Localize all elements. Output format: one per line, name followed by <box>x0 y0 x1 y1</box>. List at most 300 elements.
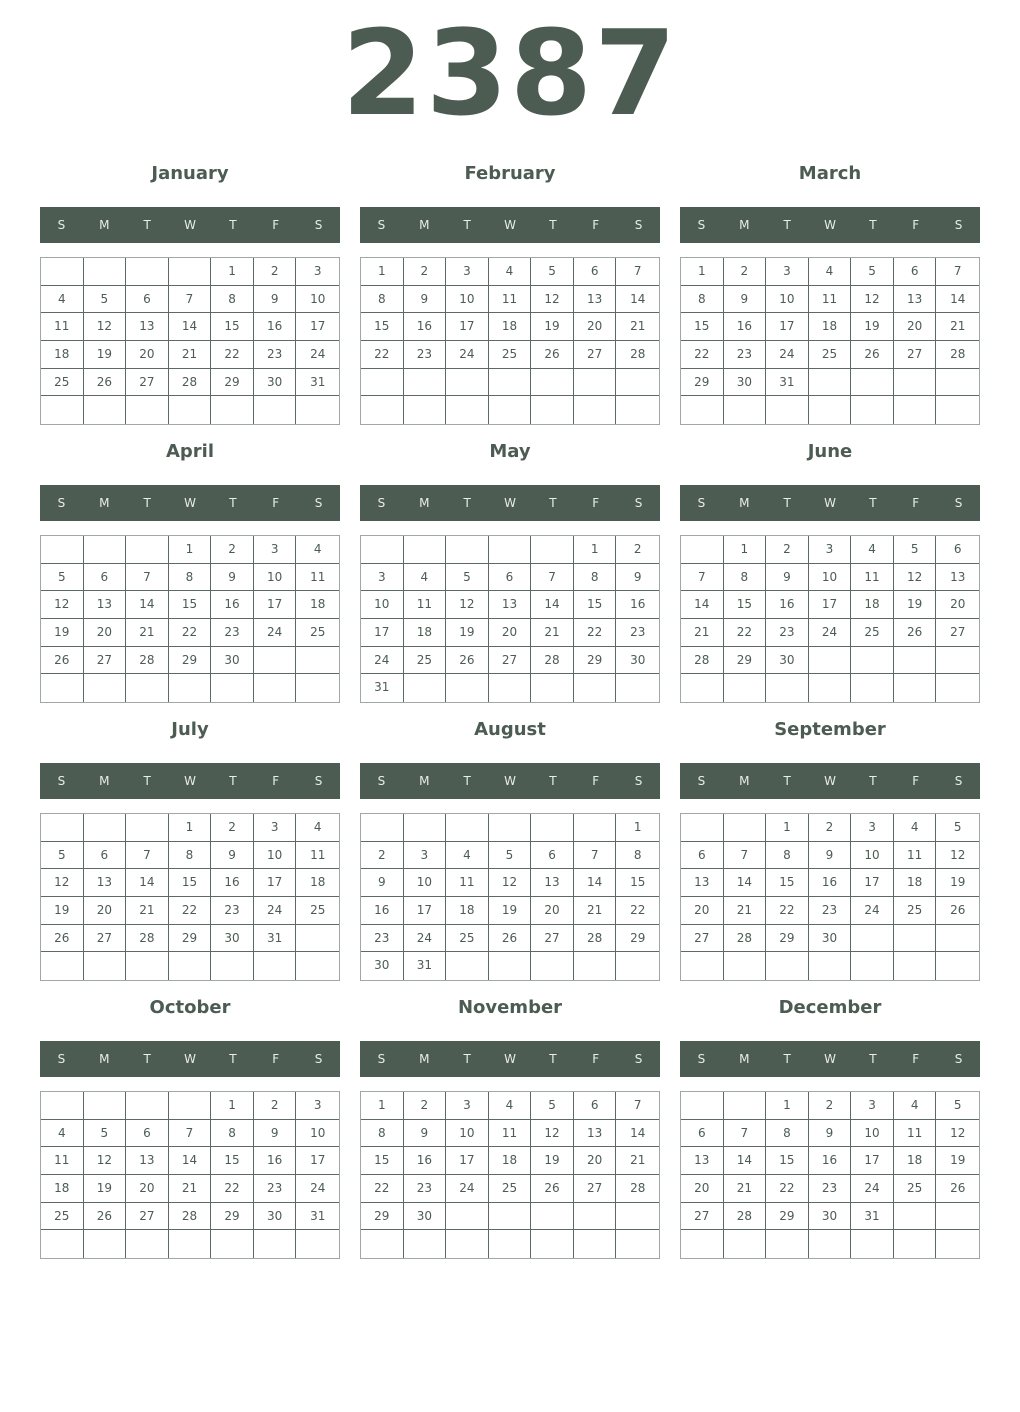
weekday-label: S <box>57 774 66 788</box>
month-name: January <box>151 163 229 184</box>
day-cell: 17 <box>446 1147 489 1175</box>
day-cell: 22 <box>766 897 809 925</box>
day-cell: 5 <box>84 286 127 314</box>
day-cell: 7 <box>936 258 979 286</box>
day-grid <box>40 1091 340 1259</box>
day-cell: 11 <box>851 564 894 592</box>
day-cell: 19 <box>446 619 489 647</box>
month-name: December <box>778 997 882 1018</box>
weekday-label: F <box>592 1052 600 1066</box>
day-cell: 14 <box>126 591 169 619</box>
day-cell <box>489 396 532 424</box>
day-cell: 30 <box>616 647 659 675</box>
day-cell <box>361 814 404 842</box>
day-cell <box>936 1230 979 1258</box>
day-cell: 28 <box>126 925 169 953</box>
weekday-header <box>680 485 980 521</box>
day-cell: 30 <box>254 1203 297 1231</box>
weekday-header <box>680 207 980 243</box>
weekday-label: F <box>912 1052 920 1066</box>
day-cell: 8 <box>169 564 212 592</box>
weekday-header <box>680 763 980 799</box>
day-cell: 26 <box>851 341 894 369</box>
weekday-label: T <box>229 496 237 510</box>
day-cell: 31 <box>404 952 447 980</box>
day-cell: 23 <box>254 1175 297 1203</box>
day-cell: 23 <box>404 1175 447 1203</box>
day-cell: 21 <box>724 1175 767 1203</box>
day-cell: 21 <box>936 313 979 341</box>
day-cell: 28 <box>169 1203 212 1231</box>
day-cell: 24 <box>296 1175 339 1203</box>
day-cell: 13 <box>681 1147 724 1175</box>
day-cell: 30 <box>404 1203 447 1231</box>
weekday-header <box>40 1041 340 1077</box>
day-cell: 25 <box>41 369 84 397</box>
day-cell: 26 <box>41 925 84 953</box>
weekday-label: W <box>504 218 516 232</box>
month-name: October <box>149 997 231 1018</box>
day-cell: 10 <box>851 1120 894 1148</box>
day-cell: 8 <box>681 286 724 314</box>
day-cell: 23 <box>766 619 809 647</box>
weekday-label: W <box>824 218 836 232</box>
weekday-label: S <box>314 496 323 510</box>
day-cell: 24 <box>851 1175 894 1203</box>
day-cell: 15 <box>169 591 212 619</box>
day-cell <box>681 1230 724 1258</box>
day-cell: 22 <box>681 341 724 369</box>
day-cell: 25 <box>489 1175 532 1203</box>
day-cell <box>851 647 894 675</box>
day-cell: 31 <box>851 1203 894 1231</box>
day-cell: 9 <box>404 286 447 314</box>
day-cell: 24 <box>809 619 852 647</box>
day-cell: 26 <box>894 619 937 647</box>
day-cell: 2 <box>361 842 404 870</box>
day-grid <box>680 1091 980 1259</box>
weekday-label: T <box>463 774 471 788</box>
weekday-label: T <box>143 774 151 788</box>
day-cell: 29 <box>361 1203 404 1231</box>
day-cell <box>851 1230 894 1258</box>
day-cell <box>361 1230 404 1258</box>
day-cell: 26 <box>84 369 127 397</box>
day-cell <box>446 674 489 702</box>
weekday-label: M <box>739 218 750 232</box>
day-cell: 2 <box>616 536 659 564</box>
day-cell: 12 <box>936 842 979 870</box>
day-cell: 12 <box>894 564 937 592</box>
month-name: September <box>774 719 886 740</box>
day-cell <box>84 258 127 286</box>
day-cell: 6 <box>681 842 724 870</box>
day-cell: 1 <box>169 536 212 564</box>
day-cell <box>531 1230 574 1258</box>
day-cell: 29 <box>169 925 212 953</box>
day-cell: 10 <box>404 869 447 897</box>
day-cell: 30 <box>766 647 809 675</box>
day-cell: 19 <box>489 897 532 925</box>
weekday-label: S <box>57 496 66 510</box>
day-cell: 30 <box>809 1203 852 1231</box>
day-cell <box>894 396 937 424</box>
day-cell <box>446 396 489 424</box>
day-cell: 15 <box>211 1147 254 1175</box>
weekday-label: T <box>549 1052 557 1066</box>
day-cell <box>254 396 297 424</box>
day-cell: 29 <box>169 647 212 675</box>
weekday-header <box>40 763 340 799</box>
day-grid <box>360 257 660 425</box>
day-cell <box>681 814 724 842</box>
day-cell <box>84 1230 127 1258</box>
weekday-label: S <box>954 1052 963 1066</box>
day-cell: 15 <box>211 313 254 341</box>
day-cell <box>894 647 937 675</box>
day-cell: 2 <box>211 814 254 842</box>
weekday-label: M <box>739 1052 750 1066</box>
day-cell <box>851 369 894 397</box>
day-grid <box>40 813 340 981</box>
weekday-header <box>360 207 660 243</box>
day-cell: 27 <box>531 925 574 953</box>
day-cell: 3 <box>446 258 489 286</box>
day-cell: 15 <box>766 1147 809 1175</box>
day-cell: 11 <box>296 564 339 592</box>
day-cell: 15 <box>361 1147 404 1175</box>
month-name: June <box>807 441 853 462</box>
day-cell <box>211 952 254 980</box>
weekday-label: S <box>697 1052 706 1066</box>
day-cell: 16 <box>809 1147 852 1175</box>
day-cell: 2 <box>809 1092 852 1120</box>
day-cell: 17 <box>254 591 297 619</box>
day-cell: 13 <box>84 869 127 897</box>
day-cell: 23 <box>254 341 297 369</box>
day-cell: 9 <box>254 1120 297 1148</box>
day-cell: 16 <box>254 313 297 341</box>
day-cell <box>681 1092 724 1120</box>
day-cell: 10 <box>851 842 894 870</box>
day-cell <box>41 396 84 424</box>
day-cell: 8 <box>361 286 404 314</box>
day-cell <box>936 674 979 702</box>
day-cell <box>84 396 127 424</box>
day-cell <box>446 369 489 397</box>
day-cell: 28 <box>681 647 724 675</box>
weekday-label: S <box>634 218 643 232</box>
weekday-label: S <box>697 496 706 510</box>
day-cell: 28 <box>936 341 979 369</box>
day-cell: 23 <box>211 619 254 647</box>
day-cell: 6 <box>489 564 532 592</box>
day-cell: 28 <box>724 1203 767 1231</box>
day-cell: 6 <box>531 842 574 870</box>
day-cell <box>616 674 659 702</box>
weekday-label: W <box>184 774 196 788</box>
day-cell: 4 <box>41 286 84 314</box>
day-cell <box>616 369 659 397</box>
day-cell: 2 <box>724 258 767 286</box>
day-cell: 3 <box>766 258 809 286</box>
day-cell: 8 <box>361 1120 404 1148</box>
day-cell: 18 <box>446 897 489 925</box>
day-cell: 28 <box>531 647 574 675</box>
month-name: November <box>457 997 563 1018</box>
day-cell: 22 <box>724 619 767 647</box>
day-cell: 7 <box>616 1092 659 1120</box>
day-cell: 26 <box>84 1203 127 1231</box>
day-cell: 21 <box>126 897 169 925</box>
day-cell: 23 <box>404 341 447 369</box>
day-cell <box>936 369 979 397</box>
day-cell: 18 <box>809 313 852 341</box>
day-cell: 29 <box>616 925 659 953</box>
day-cell <box>894 369 937 397</box>
day-cell <box>724 674 767 702</box>
day-cell <box>489 674 532 702</box>
day-cell: 31 <box>296 1203 339 1231</box>
day-cell: 31 <box>766 369 809 397</box>
day-cell: 16 <box>211 869 254 897</box>
day-cell: 20 <box>894 313 937 341</box>
day-cell: 7 <box>616 258 659 286</box>
day-cell: 3 <box>361 564 404 592</box>
day-cell <box>404 674 447 702</box>
day-cell: 24 <box>296 341 339 369</box>
day-cell: 30 <box>211 647 254 675</box>
day-cell: 18 <box>296 869 339 897</box>
day-cell: 29 <box>766 1203 809 1231</box>
day-cell <box>211 396 254 424</box>
day-cell: 13 <box>681 869 724 897</box>
day-cell: 22 <box>361 341 404 369</box>
day-cell: 16 <box>404 1147 447 1175</box>
day-cell: 8 <box>211 286 254 314</box>
day-cell: 9 <box>724 286 767 314</box>
day-cell <box>169 1230 212 1258</box>
day-cell: 19 <box>936 869 979 897</box>
day-cell: 27 <box>681 925 724 953</box>
month-name: May <box>489 441 531 462</box>
day-cell <box>446 536 489 564</box>
weekday-label: F <box>592 774 600 788</box>
day-grid <box>360 1091 660 1259</box>
day-cell: 20 <box>489 619 532 647</box>
day-cell: 12 <box>84 313 127 341</box>
day-cell: 3 <box>809 536 852 564</box>
day-cell: 1 <box>574 536 617 564</box>
day-cell: 8 <box>724 564 767 592</box>
day-cell <box>574 952 617 980</box>
day-cell: 10 <box>254 564 297 592</box>
day-cell <box>404 1230 447 1258</box>
day-cell: 5 <box>489 842 532 870</box>
day-cell <box>574 674 617 702</box>
weekday-header <box>40 485 340 521</box>
weekday-label: T <box>869 496 877 510</box>
day-cell: 4 <box>809 258 852 286</box>
day-cell: 23 <box>809 897 852 925</box>
day-cell: 29 <box>574 647 617 675</box>
day-cell: 8 <box>211 1120 254 1148</box>
day-cell <box>809 369 852 397</box>
day-cell <box>169 258 212 286</box>
day-cell: 10 <box>766 286 809 314</box>
day-cell: 1 <box>169 814 212 842</box>
weekday-label: S <box>697 774 706 788</box>
day-cell: 21 <box>169 1175 212 1203</box>
day-cell: 18 <box>489 1147 532 1175</box>
day-cell: 2 <box>766 536 809 564</box>
weekday-label: M <box>99 218 110 232</box>
day-cell: 14 <box>574 869 617 897</box>
day-cell: 5 <box>936 814 979 842</box>
day-cell: 17 <box>361 619 404 647</box>
day-cell <box>616 1203 659 1231</box>
weekday-label: S <box>377 1052 386 1066</box>
day-cell: 21 <box>574 897 617 925</box>
day-cell: 27 <box>574 1175 617 1203</box>
day-cell: 17 <box>446 313 489 341</box>
day-cell <box>724 814 767 842</box>
day-cell: 15 <box>169 869 212 897</box>
weekday-label: T <box>783 218 791 232</box>
day-cell: 25 <box>404 647 447 675</box>
weekday-label: M <box>99 496 110 510</box>
day-cell: 2 <box>809 814 852 842</box>
day-cell: 3 <box>296 1092 339 1120</box>
day-cell: 30 <box>724 369 767 397</box>
day-cell <box>41 536 84 564</box>
weekday-label: F <box>592 218 600 232</box>
day-cell: 3 <box>254 814 297 842</box>
day-cell: 14 <box>169 313 212 341</box>
day-cell: 8 <box>169 842 212 870</box>
weekday-label: T <box>869 218 877 232</box>
day-grid <box>40 535 340 703</box>
day-cell: 13 <box>894 286 937 314</box>
day-cell: 11 <box>489 286 532 314</box>
day-cell <box>766 952 809 980</box>
day-cell <box>894 1203 937 1231</box>
month-name: July <box>171 719 209 740</box>
day-cell: 22 <box>616 897 659 925</box>
day-cell: 12 <box>84 1147 127 1175</box>
day-cell <box>616 396 659 424</box>
weekday-label: S <box>57 1052 66 1066</box>
day-cell: 17 <box>296 1147 339 1175</box>
day-cell: 15 <box>766 869 809 897</box>
day-grid <box>360 813 660 981</box>
day-cell: 6 <box>126 1120 169 1148</box>
day-cell: 4 <box>894 814 937 842</box>
day-cell: 29 <box>724 647 767 675</box>
weekday-label: W <box>184 1052 196 1066</box>
day-cell <box>296 674 339 702</box>
day-cell <box>809 647 852 675</box>
day-cell: 3 <box>446 1092 489 1120</box>
day-cell: 25 <box>851 619 894 647</box>
day-cell: 9 <box>361 869 404 897</box>
day-cell: 15 <box>574 591 617 619</box>
day-cell: 30 <box>361 952 404 980</box>
day-cell: 1 <box>681 258 724 286</box>
weekday-header <box>360 763 660 799</box>
day-cell <box>489 952 532 980</box>
day-cell: 22 <box>361 1175 404 1203</box>
day-cell: 19 <box>41 619 84 647</box>
day-cell: 4 <box>296 814 339 842</box>
day-cell: 6 <box>574 258 617 286</box>
day-cell <box>169 674 212 702</box>
weekday-label: F <box>912 774 920 788</box>
day-cell: 23 <box>616 619 659 647</box>
day-cell: 22 <box>574 619 617 647</box>
day-cell <box>809 952 852 980</box>
day-cell: 3 <box>404 842 447 870</box>
weekday-label: T <box>549 218 557 232</box>
weekday-header <box>360 1041 660 1077</box>
day-cell <box>616 952 659 980</box>
day-cell <box>724 396 767 424</box>
day-cell <box>446 814 489 842</box>
day-cell: 12 <box>531 286 574 314</box>
weekday-label: W <box>504 496 516 510</box>
day-cell <box>894 925 937 953</box>
day-cell: 10 <box>446 286 489 314</box>
day-cell: 19 <box>851 313 894 341</box>
day-cell: 5 <box>851 258 894 286</box>
weekday-label: T <box>783 774 791 788</box>
day-cell: 26 <box>936 897 979 925</box>
day-cell: 21 <box>616 313 659 341</box>
weekday-label: T <box>549 496 557 510</box>
day-cell: 19 <box>936 1147 979 1175</box>
day-cell: 3 <box>851 814 894 842</box>
day-cell <box>41 258 84 286</box>
weekday-label: F <box>272 774 280 788</box>
weekday-label: T <box>869 774 877 788</box>
day-cell: 18 <box>41 341 84 369</box>
day-cell: 22 <box>211 1175 254 1203</box>
day-cell: 14 <box>724 1147 767 1175</box>
day-cell: 15 <box>616 869 659 897</box>
day-cell <box>84 1092 127 1120</box>
day-cell <box>724 952 767 980</box>
day-cell <box>574 396 617 424</box>
weekday-label: F <box>272 1052 280 1066</box>
day-cell: 8 <box>766 1120 809 1148</box>
day-cell <box>681 396 724 424</box>
day-cell: 7 <box>126 564 169 592</box>
day-cell: 18 <box>404 619 447 647</box>
day-cell: 19 <box>531 1147 574 1175</box>
weekday-label: M <box>419 218 430 232</box>
day-cell: 20 <box>574 1147 617 1175</box>
day-cell <box>936 925 979 953</box>
day-cell: 17 <box>254 869 297 897</box>
day-cell: 13 <box>574 1120 617 1148</box>
day-cell <box>211 674 254 702</box>
day-cell <box>531 952 574 980</box>
day-cell: 16 <box>766 591 809 619</box>
day-cell <box>361 536 404 564</box>
day-cell: 23 <box>724 341 767 369</box>
day-cell: 24 <box>361 647 404 675</box>
day-cell: 25 <box>296 619 339 647</box>
